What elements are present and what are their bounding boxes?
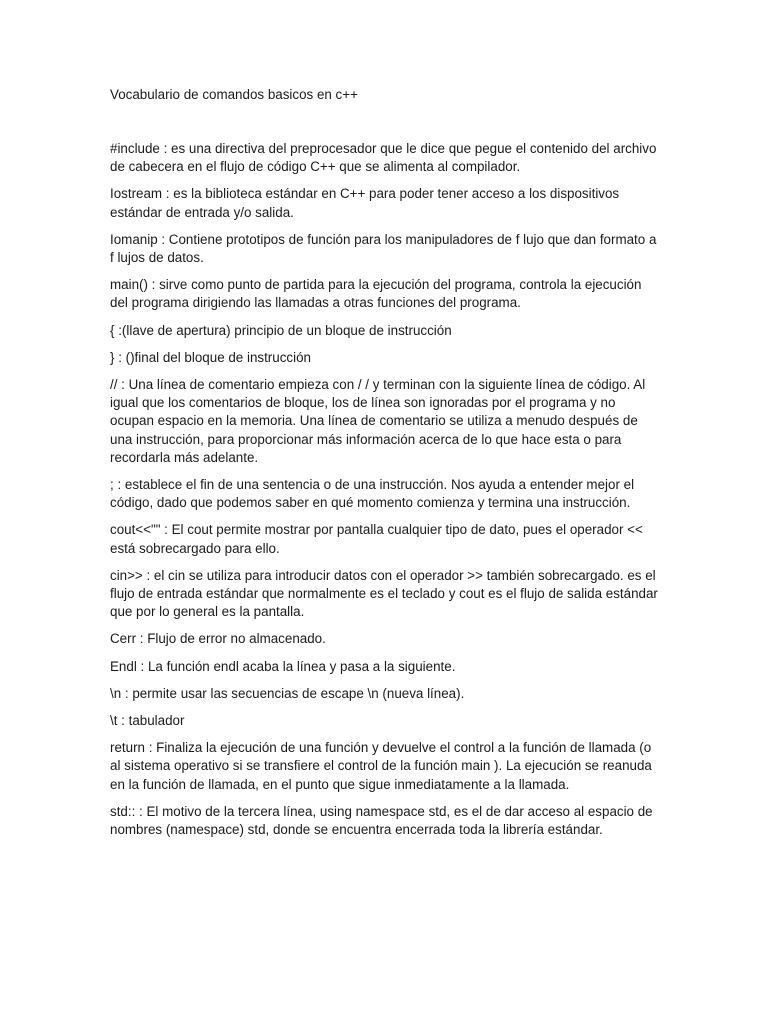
paragraph-tab: \t : tabulador xyxy=(110,713,185,729)
paragraph-main: main() : sirve como punto de partida para la ejecución del programa, controla la ejecución del programa dirigiendo las llamadas a otras funciones del programa. xyxy=(110,277,642,311)
paragraph-cin: cin>> : el cin se utiliza para introducir datos con el operador >> también sobrecargado. es el flujo de entrada estándar que normalmente es el teclado y cout es el flujo de salida estándar que por lo general es la pantalla. xyxy=(110,567,658,620)
paragraph-return: return : Finaliza la ejecución de una función y devuelve el control a la función de llamada (o al sistema operativo si se transfiere el control de la función main ). La ejecución se reanuda en la función de llamada, en el punto que sigue inmediatamente a la llamada. xyxy=(110,740,652,792)
paragraph-cerr: Cerr : Flujo de error no almacenado. xyxy=(110,631,326,647)
document-page xyxy=(110,86,660,848)
paragraph-cout: cout<<"" : El cout permite mostrar por pantalla cualquier tipo de dato, pues el operador << está sobrecargado para ello. xyxy=(110,522,643,556)
paragraph-std: std:: : El motivo de la tercera línea, using namespace std, es el de dar acceso al espacio de nombres (namespace) std, donde se encuentra encerrada toda la librería estándar. xyxy=(110,803,653,838)
paragraph-iomanip: Iomanip : Contiene prototipos de función para los manipuladores de f lujo que dan formato a f lujos de datos. xyxy=(110,231,657,266)
paragraph-endl: Endl : La función endl acaba la línea y pasa a la siguiente. xyxy=(110,658,456,674)
document-title: Vocabulario de comandos basicos en c++ xyxy=(110,87,358,102)
paragraph-iostream: Iostream : es la biblioteca estándar en C++ para poder tener acceso a los dispositivos estándar de entrada y/o salida. xyxy=(110,186,620,220)
paragraph-close-brace: } : ()final del bloque de instrucción xyxy=(110,349,311,365)
paragraph-semicolon: ; : establece el fin de una sentencia o de una instrucción. Nos ayuda a entender mejor el código, dado que podemos saber en qué momento comienza y termina una instrucción. xyxy=(110,477,635,511)
paragraph-include: #include : es una directiva del preprocesador que le dice que pegue el contenido del archivo de cabecera en el flujo de código C++ que se alimenta al compilador. xyxy=(110,141,657,175)
paragraph-open-brace: { :(llave de apertura) principio de un bloque de instrucción xyxy=(110,322,452,338)
paragraph-newline: \n : permite usar las secuencias de escape \n (nueva línea). xyxy=(110,685,465,701)
paragraph-comment: // : Una línea de comentario empieza con / / y terminan con la siguiente línea de código. Al igual que los comentarios de bloque, los de línea son ignoradas por el programa y no ocupan espacio en la memoria. Una línea de comentario se utiliza a menudo después de una instrucción, para proporcionar más información acerca de lo que hace esta o para recordarla más adelante. xyxy=(110,377,646,465)
